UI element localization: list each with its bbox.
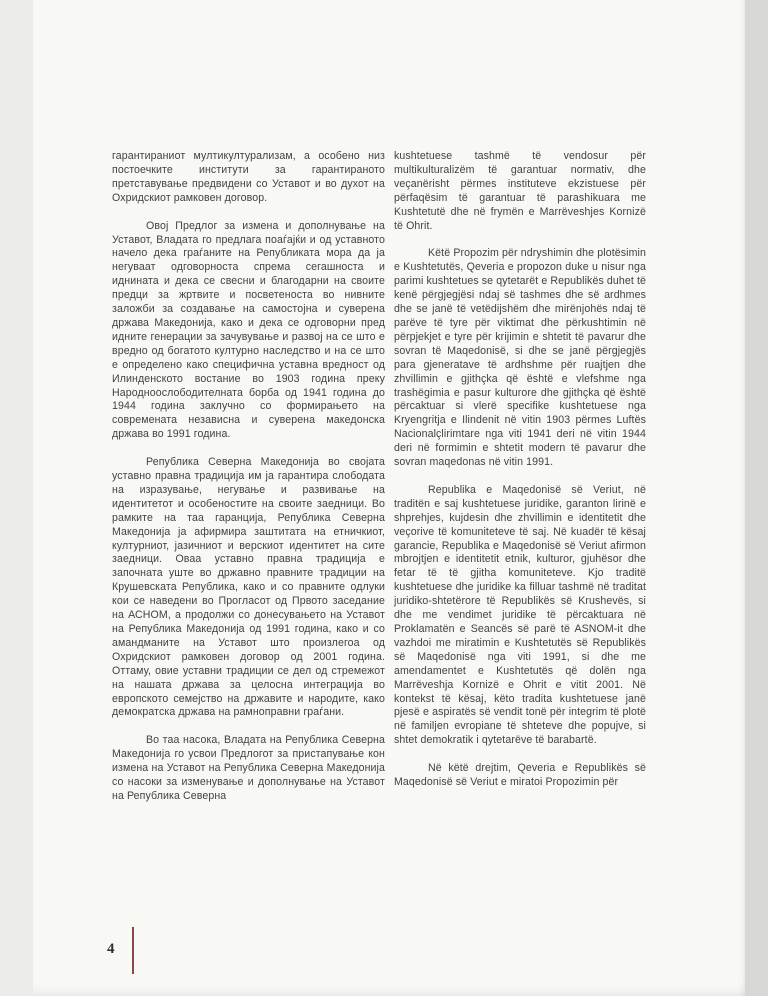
paragraph-continuation: гарантираниот мултикултурализам, а особено низ постоечките институти за гарантираното претставување предвидени со Уставот и во духот на Охридскиот рамковен договор. (112, 150, 385, 204)
column-macedonian (112, 150, 385, 818)
footer-rule (132, 927, 134, 974)
paragraph: Овој Предлог за измена и дополнување на Уставот, Владата го предлага поаѓајќи и од уставното начело дека граѓаните на Републиката мора да ја негуваат одговорноста спрема сегашноста и иднината и дека се свесни и благодарни на своите предци за жртвите и посветеноста во нивните заложби за создавање на самостојна и суверена држава Македонија, како и дека се одговорни пред идните генерации за зачувување и развој на се што е вредно од богатото културно наследство и на се што е определено како специфична уставна вредност од Илинденското востание во 1903 година преку Народноослободителната борба од 1941 година до 1944 година заклучно со формирањето на современата независна и суверена македонска држава во 1991 година. (112, 219, 385, 441)
paragraph: Këtë Propozim për ndryshimin dhe plotësimin e Kushtetutës, Qeveria e propozon duke u nisur nga parimi kushtetues se qytetarët e Republikës duhet të kenë përgjegjësi ndaj së tashmes dhe së ardhmes dhe se janë të vetëdijshëm dhe mirënjohës ndaj të parëve të tyre për viktimat dhe përkushtimin në përpjekjet e tyre për krijimin e shtetit të pavarur dhe sovran të Maqedonisë, si dhe se janë përgjegjës para gjeneratave të ardhshme për ruajtjen dhe zhvillimin e gjithçka që është e vlefshme nga trashëgimia e pasur kulturore dhe gjithçka që është përcaktuar si vlerë specifike kushtetuese nga Kryengritja e Ilindenit në vitin 1903 përmes Luftës Nacionalçlirimtare nga viti 1941 deri në vitin 1944 deri në formimin e shtetit modern të pavarur dhe sovran maqedonas në vitin 1991. (394, 247, 646, 469)
two-column-text-body (112, 150, 646, 818)
scan-edge-left (0, 0, 33, 996)
paragraph: Во таа насока, Владата на Република Северна Македонија го усвои Предлогот за пристапување кон измена на Уставот на Република Северна Македонија со насоки за изменување и дополнување на Уставот на Република Северна (112, 734, 385, 802)
paragraph-continuation: kushtetuese tashmë të vendosur për multikulturalizëm të garantuar normativ, dhe veçanërisht përmes instituteve ekzistuese për përfaqësim të garantuar të parashikuara me Kushtetutë dhe në frymën e Marrëveshjes Kornizë të Ohrit. (394, 150, 646, 232)
column-albanian (394, 150, 646, 818)
document-paper (33, 0, 745, 996)
page-number: 4 (107, 941, 115, 957)
paragraph: Република Северна Македонија во својата уставно правна традиција им ја гарантира слободата на изразување, негување и развивање на идентитетот и особеностите на своите заедници. Во рамките на таа гаранција, Република Северна Македонија ја афирмира заштитата на етничкиот, културниот, јазичниот и верскиот идентитет на сите заедници. Оваа уставно правна традиција е започната уште во државно правните традиции на Крушевската Република, како и со правните одлуки кои се наведени во Прогласот од Првото заседание на АСНОМ, а продолжи со донесувањето на Уставот на Република Македонија од 1991 година, како и со амандманите на Уставот што произлегоа од Охридскиот рамковен договор од 2001 година. Оттаму, овие уставни традиции се дел од стремежот на нашата држава за целосна интеграција во европското семејство на државите и народите, како демократска држава на рамноправни граѓани. (112, 456, 385, 719)
paragraph: Republika e Maqedonisë së Veriut, në traditën e saj kushtetuese juridike, garanton lirinë e shprehjes, kujdesin dhe zhvillimin e identitetit dhe veçorive të komuniteteve të saj. Në kuadër të kësaj garancie, Republika e Maqedonisë së Veriut afirmon mbrojtjen e identitetit etnik, kulturor, gjuhësor dhe fetar të të gjitha komuniteteve. Kjo traditë kushtetuese dhe juridike ka filluar tashmë në traditat juridiko-shtetërore të Republikës së Krushevës, si dhe me vendimet juridike të përcaktuara në Proklamatën e Seancës së parë të ASNOM-it dhe vazhdoi me miratimin e Kushtetutës së Republikës së Maqedonisë nga viti 1991, si dhe me amendamentet e Kushtetutës që dolën nga Marrëveshja Kornizë e Ohrit e vitit 2001. Në kontekst të kësaj, këto tradita kushtetuese janë pjesë e aspiratës së vendit tonë për integrim të plotë në familjen evropiane të shteteve dhe popujve, si shtet demokratik i qytetarëve të barabartë. (394, 483, 646, 747)
scan-edge-right (744, 0, 768, 996)
paragraph: Në këtë drejtim, Qeveria e Republikës së Maqedonisë së Veriut e miratoi Propozimin për (394, 762, 646, 789)
